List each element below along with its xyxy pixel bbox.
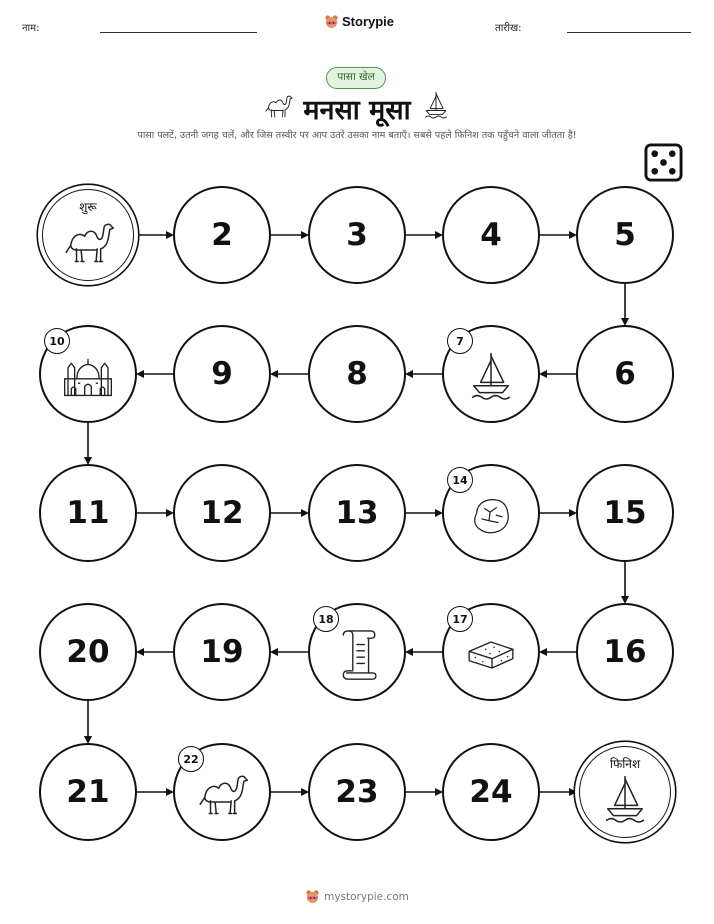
space-number: 2: [211, 217, 233, 253]
camel-icon: [193, 771, 251, 821]
board-space-3[interactable]: [308, 186, 406, 284]
space-number: 8: [346, 356, 368, 392]
space-number-tag: 22: [178, 746, 204, 772]
board-space-20[interactable]: [39, 603, 137, 701]
board-space-11[interactable]: [39, 464, 137, 562]
mosque-icon: [60, 351, 116, 405]
board-space-19[interactable]: [173, 603, 271, 701]
instructions: पासा पलटें, उतनी जगह चलें, और जिस तस्वीर पर आप उतरें उसका नाम बताएँ। सबसे पहले फिनिश तक पहुँचने वाला जीतता है!: [137, 130, 577, 141]
space-number: 23: [335, 774, 379, 810]
board-space-8[interactable]: [308, 325, 406, 423]
board-space-13[interactable]: [308, 464, 406, 562]
space-number: 15: [603, 495, 647, 531]
start-label: शुरू: [79, 200, 97, 214]
space-number: 19: [200, 634, 244, 670]
salt-rock-icon: [467, 494, 515, 540]
footer: [0, 889, 714, 904]
space-number: 11: [66, 495, 110, 531]
space-number: 5: [614, 217, 636, 253]
space-number: 16: [603, 634, 647, 670]
board-space-24[interactable]: [442, 743, 540, 841]
space-number-tag: 17: [447, 606, 473, 632]
space-number-tag: 10: [44, 328, 70, 354]
scroll-icon: [336, 627, 378, 685]
board-space-9[interactable]: [173, 325, 271, 423]
name-label: नाम:: [22, 23, 40, 34]
space-number: 20: [66, 634, 110, 670]
space-number: 24: [469, 774, 513, 810]
space-number: 12: [200, 495, 244, 531]
game-type-badge: पासा खेल: [326, 67, 386, 89]
page-title: मनसा मूसा: [303, 95, 411, 126]
space-number: 9: [211, 356, 233, 392]
salt-slab-icon: [465, 635, 517, 677]
board-space-12[interactable]: [173, 464, 271, 562]
space-number-tag: 18: [313, 606, 339, 632]
board-space-16[interactable]: [576, 603, 674, 701]
space-number: 13: [335, 495, 379, 531]
board-space-25[interactable]: [579, 746, 671, 838]
sailboat-icon: [602, 773, 648, 829]
space-number: 3: [346, 217, 368, 253]
finish-label: फिनिश: [609, 757, 641, 771]
footer-url: mystorypie.com: [324, 890, 409, 903]
board-space-1[interactable]: [42, 189, 134, 281]
space-number-tag: 14: [447, 467, 473, 493]
board-space-21[interactable]: [39, 743, 137, 841]
board-space-2[interactable]: [173, 186, 271, 284]
board-space-6[interactable]: [576, 325, 674, 423]
sailboat-icon: [468, 350, 514, 406]
board-space-5[interactable]: [576, 186, 674, 284]
space-number: 6: [614, 356, 636, 392]
brand-name: Storypie: [342, 14, 395, 29]
camel-icon: [59, 219, 117, 269]
space-number: 21: [66, 774, 110, 810]
space-number: 4: [480, 217, 502, 253]
board-space-15[interactable]: [576, 464, 674, 562]
board-space-23[interactable]: [308, 743, 406, 841]
space-number-tag: 7: [447, 328, 473, 354]
board-space-4[interactable]: [442, 186, 540, 284]
footer-bear-icon: [305, 889, 320, 904]
date-label: तारीख:: [495, 23, 522, 34]
